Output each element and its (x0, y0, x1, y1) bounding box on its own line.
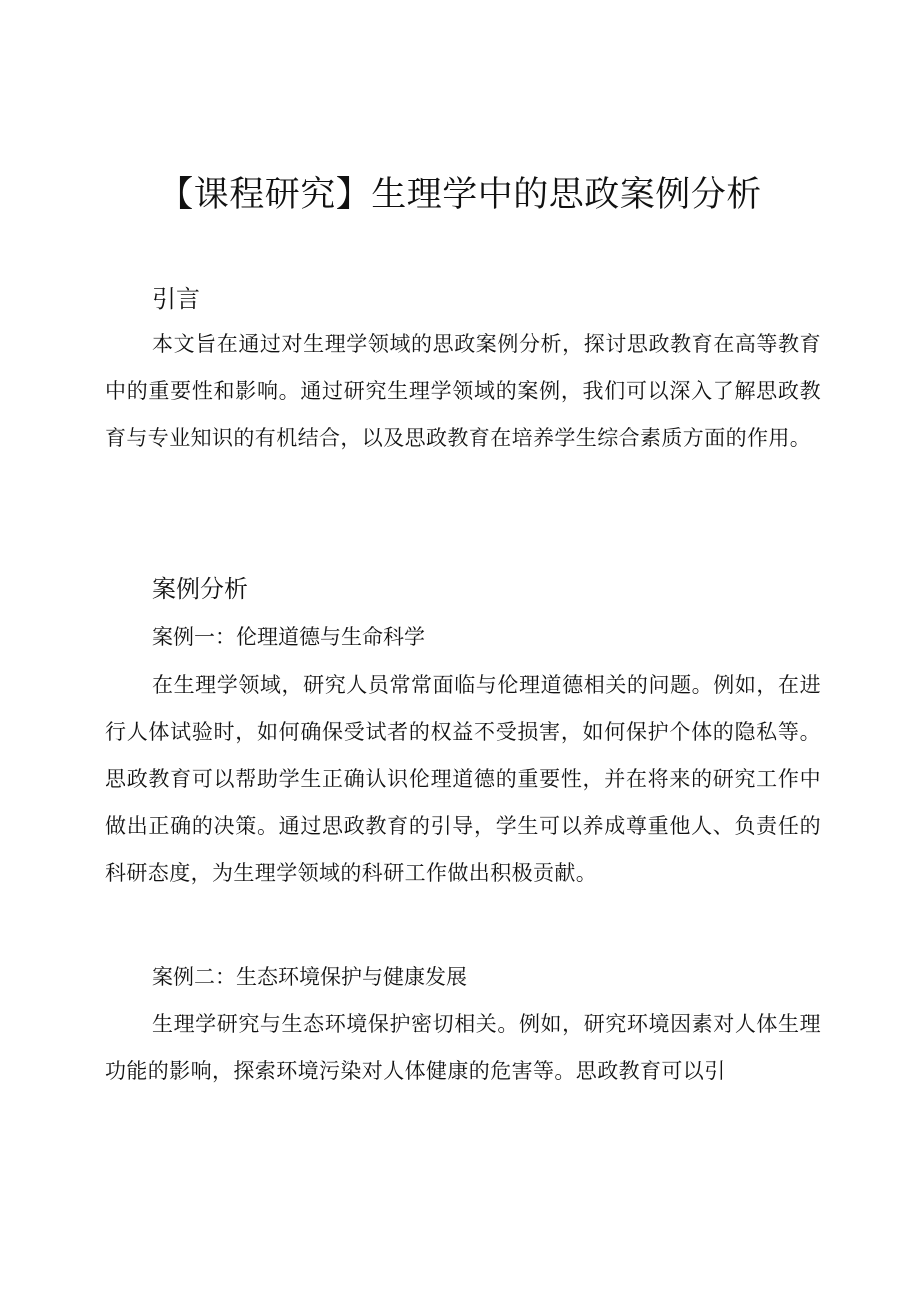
intro-heading: 引言 (152, 285, 200, 313)
case2-paragraph: 生理学研究与生态环境保护密切相关。例如，研究环境因素对人体生理功能的影响，探索环境污染对人体健康的危害等。思政教育可以引 (105, 1012, 821, 1083)
case1-paragraph: 在生理学领域，研究人员常常面临与伦理道德相关的问题。例如，在进行人体试验时，如何确保受试者的权益不受损害，如何保护个体的隐私等。思政教育可以帮助学生正确认识伦理道德的重要性，并在将来的研究工作中做出正确的决策。通过思政教育的引导，学生可以养成尊重他人、负责任的科研态度，为生理学领域的科研工作做出积极贡献。 (105, 673, 821, 885)
case2-heading: 案例二：生态环境保护与健康发展 (152, 965, 467, 989)
page-title: 【课程研究】生理学中的思政案例分析 (158, 175, 762, 215)
intro-paragraph: 本文旨在通过对生理学领域的思政案例分析，探讨思政教育在高等教育中的重要性和影响。通过研究生理学领域的案例，我们可以深入了解思政教育与专业知识的有机结合，以及思政教育在培养学生综合素质方面的作用。 (105, 332, 821, 450)
case1-heading: 案例一：伦理道德与生命科学 (152, 625, 425, 649)
analysis-heading: 案例分析 (152, 575, 248, 603)
